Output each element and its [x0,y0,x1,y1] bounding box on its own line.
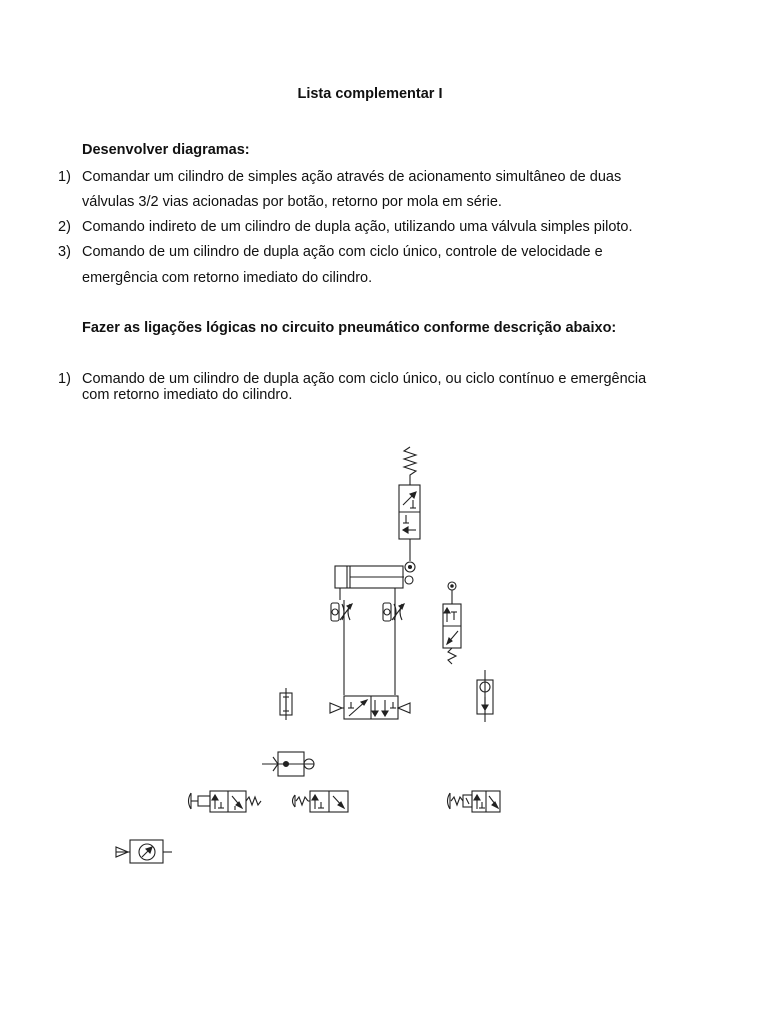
section-2-heading: Fazer as ligações lógicas no circuito pneumático conforme descrição abaixo: [82,320,617,336]
section-1-heading: Desenvolver diagramas: [82,142,250,158]
item-text-line: Comandar um cilindro de simples ação através de acionamento simultâneo de duas [82,169,622,185]
cylinder-icon [335,566,413,600]
and-valve-icon [262,752,314,776]
item-text-line: válvulas 3/2 vias acionadas por botão, retorno por mola em série. [82,194,502,210]
limit-valve-icon [399,447,420,572]
filter-icon [280,688,292,720]
item-number: 3) [58,244,71,260]
pushbutton-valve-icon [189,791,262,812]
item-number: 2) [58,219,71,235]
roller-valve-icon [443,582,461,664]
flow-control-valve-right-icon [383,600,404,695]
flow-control-valve-left-icon [331,600,352,695]
item-number: 1) [58,169,71,185]
item-text-line: com retorno imediato do cilindro. [82,387,293,403]
emergency-valve-icon [448,791,501,812]
air-supply-unit-icon [116,840,172,863]
item-text-line: Comando de um cilindro de dupla ação com ciclo único, controle de velocidade e [82,244,603,260]
item-text-line: Comando indireto de um cilindro de dupla ação, utilizando uma válvula simples piloto. [82,219,633,235]
item-number: 1) [58,371,71,387]
item-text-line: Comando de um cilindro de dupla ação com ciclo único, ou ciclo contínuo e emergência [82,371,647,387]
pneumatic-circuit-diagram [0,430,768,880]
item-text-line: emergência com retorno imediato do cilindro. [82,270,373,286]
shuttle-valve-icon [477,670,493,722]
pilot-valve-icon [330,696,410,719]
page-title: Lista complementar I [297,86,443,102]
pushbutton-detent-valve-icon [293,791,349,812]
pneumatic-circuit-svg [0,430,768,880]
